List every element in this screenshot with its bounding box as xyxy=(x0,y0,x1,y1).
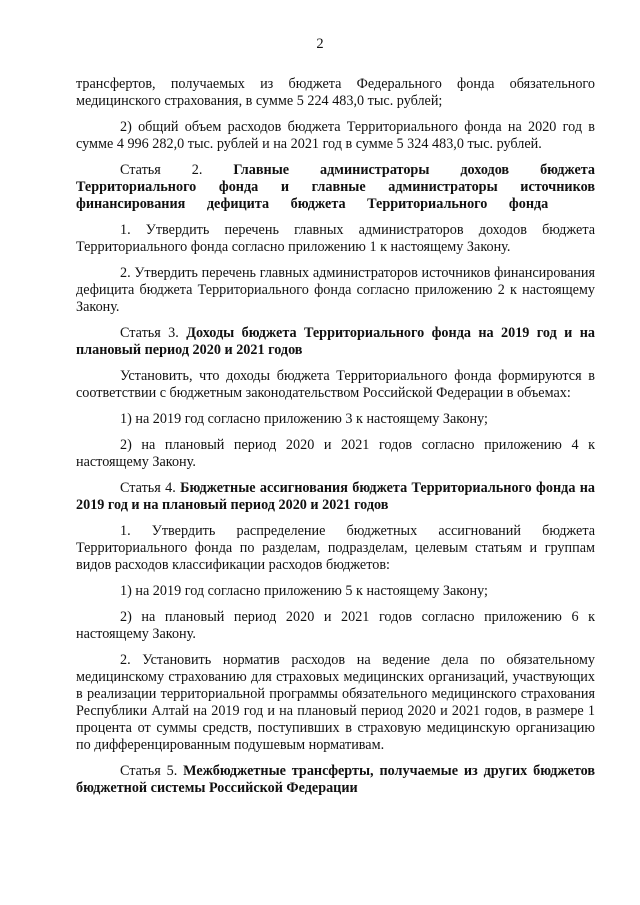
article-label: Статья 5. xyxy=(120,763,178,779)
article-title: Доходы бюджета Территориального фонда на 2019 год и на плановый период 2020 и 2021 годов xyxy=(76,325,595,358)
article-heading xyxy=(76,480,595,514)
document-body xyxy=(76,76,595,806)
paragraph: 2) на плановый период 2020 и 2021 годов согласно приложению 4 к настоящему Закону. xyxy=(76,437,595,470)
paragraph: 1. Утвердить перечень главных администраторов доходов бюджета Территориального фонда согласно приложению 1 к настоящему Закону. xyxy=(76,222,595,255)
paragraph: 1) на 2019 год согласно приложению 3 к настоящему Закону; xyxy=(120,411,488,427)
paragraph: трансфертов, получаемых из бюджета Федерального фонда обязательного медицинского страхования, в сумме 5 224 483,0 тыс. рублей; xyxy=(76,76,595,109)
article-title: Бюджетные ассигнования бюджета Территориального фонда на 2019 год и на плановый период 2020 и 2021 годов xyxy=(76,480,596,513)
paragraph: 1) на 2019 год согласно приложению 5 к настоящему Закону; xyxy=(120,583,488,599)
article-heading xyxy=(76,162,595,213)
article-title: Главные администраторы доходов бюджета Территориального фонда и главные администраторы источников финансирования дефицита бюджета Территориального фонда xyxy=(76,162,596,212)
paragraph: 2) на плановый период 2020 и 2021 годов согласно приложению 6 к настоящему Закону. xyxy=(76,609,595,642)
article-label: Статья 2. xyxy=(120,162,203,178)
article-label: Статья 3. xyxy=(120,325,179,341)
paragraph: 2. Установить норматив расходов на ведение дела по обязательному медицинскому страхованию для страховых медицинских организаций, участвующих в реализации территориальной программы обязательного медицинского страхования Республики Алтай на 2019 год и на плановый период 2020 и 2021 годов, в размере 1 процента от суммы средств, поступивших в страховую медицинскую организацию по дифференцированным подушевым нормативам. xyxy=(76,652,595,753)
article-title: Межбюджетные трансферты, получаемые из других бюджетов бюджетной системы Российской Федерации xyxy=(76,763,595,796)
paragraph: 2. Утвердить перечень главных администраторов источников финансирования дефицита бюджета Территориального фонда согласно приложению 2 к настоящему Закону. xyxy=(76,265,595,315)
paragraph: 2) общий объем расходов бюджета Территориального фонда на 2020 год в сумме 4 996 282,0 тыс. рублей и на 2021 год в сумме 5 324 483,0 тыс. рублей. xyxy=(76,119,595,152)
paragraph: 1. Утвердить распределение бюджетных ассигнований бюджета Территориального фонда по разделам, подразделам, целевым статьям и группам видов расходов классификации расходов бюджетов: xyxy=(76,523,595,573)
paragraph: Установить, что доходы бюджета Территориального фонда формируются в соответствии с бюджетным законодательством Российской Федерации в объемах: xyxy=(76,368,595,401)
page-number: 2 xyxy=(316,36,324,52)
article-heading xyxy=(76,763,595,797)
article-heading xyxy=(76,325,595,359)
article-label: Статья 4. xyxy=(120,480,176,496)
